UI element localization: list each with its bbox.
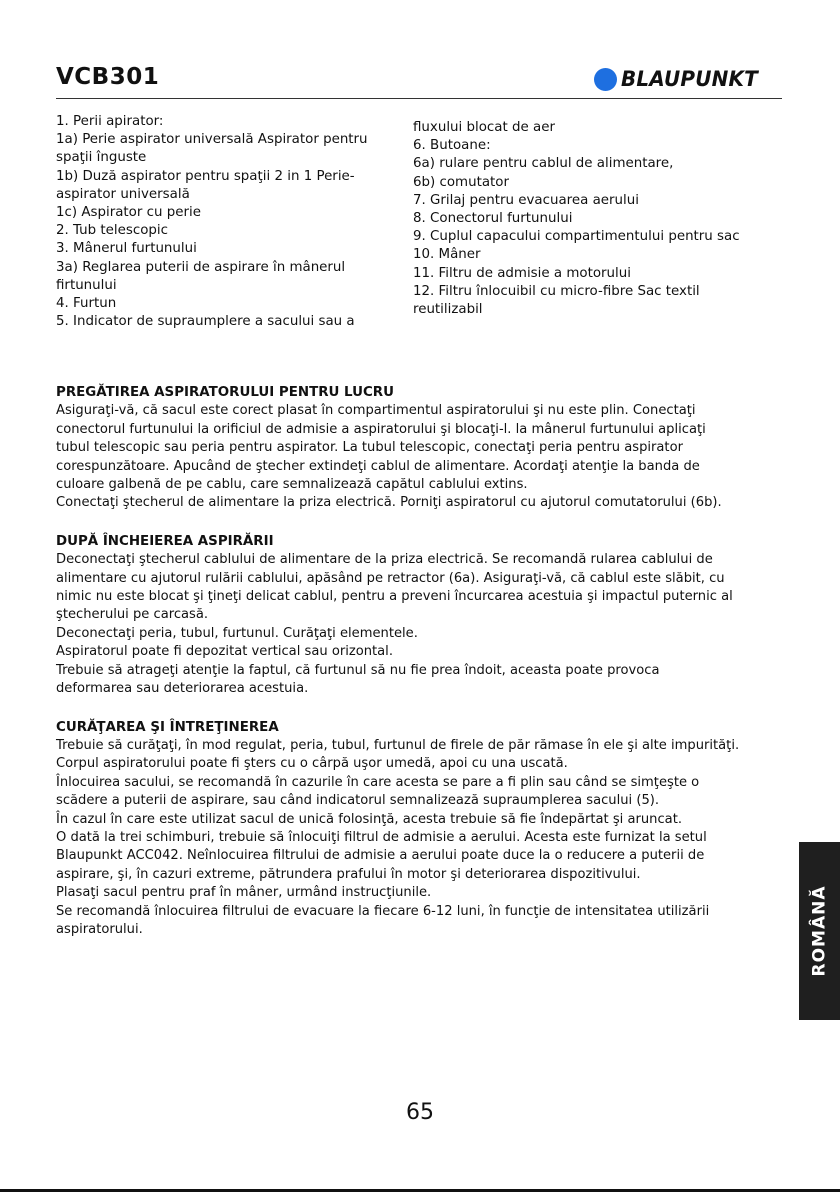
parts-list-item: 5. Indicator de supraumplere a sacului sau a	[56, 314, 355, 330]
parts-list-item: fluxului blocat de aer	[413, 120, 555, 135]
parts-list-item: 6. Butoane:	[413, 138, 491, 154]
brand-dot-icon	[594, 68, 617, 91]
section-text-line: Plasaţi sacul pentru praf în mâner, urmând instrucţiunile.	[56, 885, 432, 901]
section-text-line: Se recomandă înlocuirea filtrului de evacuare la fiecare 6-12 luni, în funcţie de intensitatea utilizării	[56, 903, 710, 919]
section-text-line: O dată la trei schimburi, trebuie să înlocuiţi filtrul de admisie a aerului. Acesta este furnizat la setul	[56, 829, 707, 845]
parts-list-item: aspirator universală	[56, 186, 190, 202]
section-text-line: aspirare, şi, în cazuri extreme, pătrundera prafului în motor şi deteriorarea dispozitivului.	[56, 866, 641, 882]
section-text-line: Trebuie să atrageţi atenţie la faptul, că furtunul să nu fie prea îndoit, aceasta poate provoca	[56, 662, 660, 678]
parts-list-item: firtunului	[56, 277, 117, 293]
parts-list-item: 6a) rulare pentru cablul de alimentare,	[413, 156, 674, 172]
section	[56, 533, 792, 699]
section-text-line: culoare galbenă de pe cablu, care semnalizează capătul cablului extins.	[56, 477, 528, 493]
parts-list-item: 1b) Duză aspirator pentru spaţii 2 in 1 Perie-	[56, 168, 355, 184]
section-title: DUPĂ ÎNCHEIEREA ASPIRĂRII	[56, 533, 274, 549]
model-title: VCB301	[56, 64, 160, 90]
parts-list-item: 7. Grilaj pentru evacuarea aerului	[413, 192, 639, 208]
language-tab	[799, 842, 840, 1020]
header-divider	[56, 98, 782, 99]
parts-list-item: 3. Mânerul furtunului	[56, 241, 197, 257]
parts-list-item: 6b) comutator	[413, 174, 509, 190]
parts-list-item: 2. Tub telescopic	[56, 223, 168, 239]
section-text-line: tubul telescopic sau peria pentru aspirator. La tubul telescopic, conectaţi peria pentru aspirator	[56, 440, 683, 456]
section-text-line: Deconectaţi ştecherul cablului de alimentare de la priza electrică. Se recomandă rularea cablului de	[56, 552, 713, 568]
parts-list-right	[413, 119, 740, 319]
section-title: CURĂŢAREA ŞI ÎNTREŢINEREA	[56, 719, 279, 735]
parts-list-item: 1a) Perie aspirator universală Aspirator pentru	[56, 132, 368, 148]
section-text-line: alimentare cu ajutorul rulării cablului, apăsând pe retractor (6a). Asiguraţi-vă, că cablul este slăbit, cu	[56, 570, 725, 586]
parts-list-left	[56, 113, 368, 331]
section-text-line: Trebuie să curăţaţi, în mod regulat, peria, tubul, furtunul de firele de păr rămase în ele şi alte impurităţi.	[56, 737, 740, 753]
parts-list-item: 1c) Aspirator cu perie	[56, 205, 201, 221]
parts-list-item: 12. Filtru înlocuibil cu micro-fibre Sac textil	[413, 283, 700, 299]
page-number: 65	[406, 1100, 434, 1125]
brand-logo	[594, 66, 765, 92]
section	[56, 384, 792, 513]
language-tab-label: ROMÂNĂ	[809, 885, 830, 977]
section-text-line: Deconectaţi peria, tubul, furtunul. Curăţaţi elementele.	[56, 625, 418, 641]
section-text-line: Înlocuirea sacului, se recomandă în cazurile în care acesta se pare a fi plin sau când se simţeşte o	[56, 774, 700, 790]
parts-list-item: reutilizabil	[413, 302, 483, 318]
section-title: PREGĂTIREA ASPIRATORULUI PENTRU LUCRU	[56, 385, 394, 400]
section	[56, 719, 792, 940]
section-text-line: scădere a puterii de aspirare, sau când indicatorul semnalizează supraumplerea sacului (5).	[56, 793, 660, 809]
section-text-line: corespunzătoare. Apucând de ştecher extindeţi cablul de alimentare. Acordaţi atenţie la banda de	[56, 458, 700, 474]
parts-list-item: 1. Perii apirator:	[56, 114, 164, 129]
parts-list-item: 4. Furtun	[56, 296, 117, 312]
section-text-line: ştecherului pe carcasă.	[56, 607, 209, 623]
section-text-line: Asiguraţi-vă, că sacul este corect plasat în compartimentul aspiratorului şi nu este plin. Conectaţi	[56, 403, 696, 419]
brand-name: BLAUPUNKT	[621, 67, 758, 91]
section-text-line: aspiratorului.	[56, 921, 143, 937]
parts-list-item: 11. Filtru de admisie a motorului	[413, 265, 631, 281]
parts-list-item: 8. Conectorul furtunului	[413, 211, 573, 227]
section-text-line: conectorul furtunului la orificiul de admisie a aspiratorului şi blocaţi-l. la mânerul furtunului aplicaţi	[56, 421, 706, 437]
section-text-line: nimic nu este blocat şi ţineţi delicat cablul, pentru a preveni încurcarea acestuia şi impactul puternic al	[56, 589, 733, 605]
section-text-line: Corpul aspiratorului poate fi şters cu o cârpă uşor umedă, apoi cu una uscată.	[56, 756, 568, 772]
parts-list-item: 10. Mâner	[413, 247, 481, 263]
parts-list-item: 3a) Reglarea puterii de aspirare în mânerul	[56, 259, 346, 275]
section-text-line: Aspiratorul poate fi depozitat vertical sau orizontal.	[56, 644, 393, 660]
section-text-line: În cazul în care este utilizat sacul de unică folosinţă, acesta trebuie să fie îndepărtat şi aruncat.	[56, 811, 682, 827]
instruction-sections	[56, 384, 792, 959]
section-text-line: Conectaţi ştecherul de alimentare la priza electrică. Porniţi aspiratorul cu ajutorul comutatorului (6b).	[56, 495, 722, 511]
section-text-line: deformarea sau deteriorarea acestuia.	[56, 681, 309, 697]
parts-list-item: spaţii înguste	[56, 150, 147, 166]
parts-list-item: 9. Cuplul capacului compartimentului pentru sac	[413, 229, 740, 245]
section-text-line: Blaupunkt ACC042. Neînlocuirea filtrului de admisie a aerului poate duce la o reducere a puterii de	[56, 848, 705, 864]
